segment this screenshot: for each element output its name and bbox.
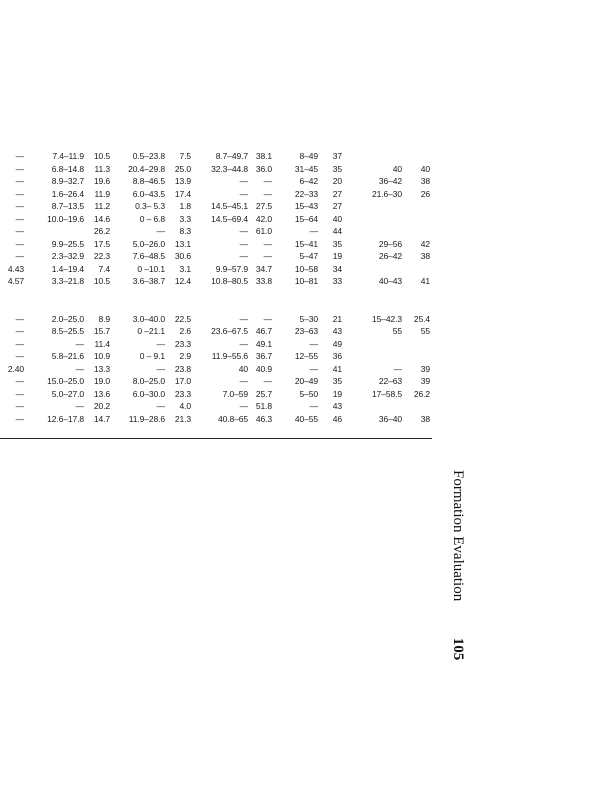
table-cell: 3.1	[179, 263, 191, 274]
table-cell: 36.0	[255, 163, 272, 174]
table-cell: 20.2	[93, 401, 110, 411]
table-row	[0, 313, 432, 326]
table-cell: —	[156, 338, 165, 349]
table-cell: 46.7	[255, 326, 272, 336]
table-cell: 2.9	[179, 351, 191, 361]
table-cell: 36.7	[255, 351, 272, 361]
table-cell: —	[239, 338, 248, 349]
table-cell: 7.4	[98, 263, 110, 274]
table-cell: 43	[332, 401, 342, 411]
table-cell: 42.0	[255, 213, 272, 224]
table-cell: —	[309, 338, 318, 349]
table-cell: 19	[332, 251, 342, 261]
table-cell: —	[75, 401, 84, 411]
table-cell: 2.0–25.0	[51, 313, 84, 324]
table-cell: 40	[392, 163, 402, 174]
table-cell: 13.3	[93, 363, 110, 374]
table-cell: 36–42	[378, 176, 402, 186]
table-cell: 13.6	[93, 388, 110, 399]
table-cell: 11.3	[94, 163, 110, 174]
table-cell: 2.40	[7, 363, 24, 374]
table-cell: 21.3	[174, 413, 191, 424]
table-row	[0, 250, 432, 263]
table-cell: —	[15, 413, 24, 424]
table-cell: —	[15, 226, 24, 236]
table-cell: —	[239, 238, 248, 249]
table-cell: —	[156, 401, 165, 411]
table-cell: 40	[332, 213, 342, 224]
table-row	[0, 200, 432, 213]
table-cell: 20	[332, 176, 342, 186]
table-cell: —	[15, 326, 24, 336]
table-cell: 55	[392, 326, 402, 336]
table-cell: —	[15, 313, 24, 324]
table-cell: —	[263, 176, 272, 186]
table-cell: 0 –21.1	[137, 326, 165, 336]
table-cell: 3.3	[179, 213, 191, 224]
table-cell: 10–58	[294, 263, 318, 274]
table-cell: —	[239, 188, 248, 199]
table-cell: 17–58.5	[371, 388, 402, 399]
table-cell: 15–42.3	[371, 313, 402, 324]
table-cell: 23.3	[174, 388, 191, 399]
table-cell: 7.0–59	[222, 388, 248, 399]
table-cell: 10.9	[93, 351, 110, 361]
table-cell: 14.7	[93, 413, 110, 424]
table-cell: 21.6–30	[371, 188, 402, 199]
table-cell: —	[156, 363, 165, 374]
table-cell: 38	[420, 176, 430, 186]
table-cell: 0 – 6.8	[139, 213, 165, 224]
table-cell: 8.3	[179, 226, 191, 236]
table-row	[0, 163, 432, 176]
table-cell: —	[15, 401, 24, 411]
table-cell: 27	[332, 188, 342, 199]
table-cell: 5–50	[299, 388, 318, 399]
table-cell: 0.3– 5.3	[135, 201, 165, 211]
table-cell: 32.3–44.8	[211, 163, 248, 174]
table-cell: 61.0	[255, 226, 272, 236]
table-cell: 5.0–27.0	[51, 388, 84, 399]
table-cell: 10.5	[93, 151, 110, 161]
table-cell: —	[309, 363, 318, 374]
table-cell: 14.5–69.4	[211, 213, 248, 224]
table-cell: 30.6	[174, 251, 191, 261]
table-cell: 26.2	[413, 388, 430, 399]
table-cell: 17.5	[93, 238, 110, 249]
table-cell: 19.6	[93, 176, 110, 186]
table-cell: 7.4–11.9	[52, 151, 84, 161]
table-cell: 8.5–25.5	[51, 326, 84, 336]
table-cell: —	[15, 188, 24, 199]
table-cell: 13.1	[174, 238, 191, 249]
data-table	[0, 150, 432, 425]
table-cell: 33.8	[255, 276, 272, 286]
table-cell: 7.5	[179, 151, 191, 161]
table-cell: 42	[420, 238, 430, 249]
table-row	[0, 413, 432, 426]
table-cell: 17.4	[174, 188, 191, 199]
table-cell: 21	[332, 313, 342, 324]
table-cell: 8–49	[299, 151, 318, 161]
table-cell: —	[15, 238, 24, 249]
table-cell: 5.0–26.0	[132, 238, 165, 249]
table-cell: 22–33	[294, 188, 318, 199]
table-row	[0, 150, 432, 163]
table-cell: 11.9–55.6	[211, 351, 248, 361]
table-cell: 40	[420, 163, 430, 174]
table-row	[0, 175, 432, 188]
table-cell: 26–42	[378, 251, 402, 261]
table-row	[0, 350, 432, 363]
table-cell: 55	[420, 326, 430, 336]
table-cell: —	[263, 376, 272, 386]
table-cell: 8.9–32.7	[51, 176, 84, 186]
table-cell: 27.5	[255, 201, 272, 211]
table-cell: 46.3	[255, 413, 272, 424]
table-cell: 41	[420, 276, 430, 286]
table-cell: —	[239, 313, 248, 324]
table-cell: 40–43	[378, 276, 402, 286]
table-row	[0, 388, 432, 401]
table-cell: 14.6	[93, 213, 110, 224]
table-cell: 8.7–49.7	[215, 151, 248, 161]
table-cell: 40–55	[294, 413, 318, 424]
table-cell: 12.4	[174, 276, 191, 286]
table-cell: 3.3–21.8	[51, 276, 84, 286]
table-cell: 5–47	[299, 251, 318, 261]
table-cell: —	[75, 338, 84, 349]
table-cell: 0.5–23.8	[132, 151, 165, 161]
table-cell: 11.4	[94, 338, 110, 349]
table-row	[0, 325, 432, 338]
table-cell: 26.2	[93, 226, 110, 236]
running-head-title: Formation Evaluation	[450, 470, 466, 602]
table-cell: 2.6	[179, 326, 191, 336]
table-cell: —	[239, 376, 248, 386]
table-cell: 39	[420, 363, 430, 374]
table-cell: —	[15, 201, 24, 211]
table-cell: —	[309, 401, 318, 411]
table-cell: 43	[332, 326, 342, 336]
table-cell: 34	[332, 263, 342, 274]
table-row	[0, 188, 432, 201]
table-cell: 15–64	[294, 213, 318, 224]
table-cell: —	[15, 176, 24, 186]
table-cell: 5.8–21.6	[51, 351, 84, 361]
table-cell: 13.9	[174, 176, 191, 186]
table-cell: 33	[332, 276, 342, 286]
table-cell: 37	[332, 151, 342, 161]
table-cell: —	[15, 351, 24, 361]
page-number: 105	[450, 637, 466, 661]
table-cell: 15.7	[93, 326, 110, 336]
table-cell: —	[15, 151, 24, 161]
table-cell: 40	[238, 363, 248, 374]
table-row	[0, 238, 432, 251]
table-cell: —	[239, 251, 248, 261]
table-cell: 49.1	[255, 338, 272, 349]
table-cell: 15.0–25.0	[47, 376, 84, 386]
table-cell: 10.0–19.6	[47, 213, 84, 224]
group-gap	[0, 288, 432, 313]
table-cell: 36	[332, 351, 342, 361]
table-cell: 15–43	[294, 201, 318, 211]
table-cell: —	[15, 163, 24, 174]
table-cell: 22–63	[378, 376, 402, 386]
table-cell: 25.7	[255, 388, 272, 399]
table-cell: 12.6–17.8	[47, 413, 84, 424]
table-cell: 39	[420, 376, 430, 386]
table-cell: 22.5	[174, 313, 191, 324]
table-cell: 25.0	[174, 163, 191, 174]
running-head	[448, 470, 468, 680]
table-cell: 0 –10.1	[137, 263, 165, 274]
table-row	[0, 375, 432, 388]
table-cell: 3.6–38.7	[132, 276, 165, 286]
table-bottom-rule	[0, 438, 432, 439]
table-cell: 23.6–67.5	[211, 326, 248, 336]
table-row	[0, 213, 432, 226]
table-cell: —	[15, 376, 24, 386]
table-row	[0, 263, 432, 276]
table-cell: —	[263, 188, 272, 199]
table-cell: 1.6–26.4	[51, 188, 84, 199]
table-cell: 6–42	[299, 176, 318, 186]
table-cell: 9.9–25.5	[51, 238, 84, 249]
table-cell: —	[239, 176, 248, 186]
table-cell: 29–56	[378, 238, 402, 249]
table-group-2	[0, 313, 432, 426]
table-cell: 6.0–43.5	[132, 188, 165, 199]
table-cell: 4.43	[7, 263, 24, 274]
table-row	[0, 225, 432, 238]
table-cell: 20.4–29.8	[128, 163, 165, 174]
table-cell: 20–49	[294, 376, 318, 386]
table-cell: 38.1	[255, 151, 272, 161]
table-cell: —	[15, 388, 24, 399]
table-cell: 23–63	[294, 326, 318, 336]
table-cell: 40.8–65	[217, 413, 248, 424]
table-cell: 46	[332, 413, 342, 424]
table-cell: 8.7–13.5	[51, 201, 84, 211]
table-cell: 27	[332, 201, 342, 211]
table-cell: —	[309, 226, 318, 236]
table-row	[0, 275, 432, 288]
table-cell: 49	[332, 338, 342, 349]
table-cell: 44	[332, 226, 342, 236]
table-cell: 11.9–28.6	[128, 413, 165, 424]
table-cell: 8.0–25.0	[132, 376, 165, 386]
table-cell: 0 – 9.1	[139, 351, 165, 361]
table-cell: —	[239, 401, 248, 411]
table-cell: 3.0–40.0	[132, 313, 165, 324]
table-cell: 23.8	[174, 363, 191, 374]
table-row	[0, 338, 432, 351]
table-cell: 4.0	[179, 401, 191, 411]
table-cell: 1.4–19.4	[51, 263, 84, 274]
table-cell: 10.8–80.5	[211, 276, 248, 286]
table-row	[0, 363, 432, 376]
table-cell: 36–40	[378, 413, 402, 424]
table-cell: 23.3	[174, 338, 191, 349]
table-cell: —	[393, 363, 402, 374]
table-cell: 1.8	[179, 201, 191, 211]
table-cell: —	[75, 363, 84, 374]
table-cell: 51.8	[255, 401, 272, 411]
table-cell: —	[15, 338, 24, 349]
table-cell: 22.3	[93, 251, 110, 261]
table-cell: —	[15, 251, 24, 261]
table-cell: 17.0	[174, 376, 191, 386]
table-cell: 10.5	[93, 276, 110, 286]
table-cell: 6.8–14.8	[51, 163, 84, 174]
table-cell: 35	[332, 376, 342, 386]
table-cell: 4.57	[7, 276, 24, 286]
table-cell: —	[263, 313, 272, 324]
table-row	[0, 400, 432, 413]
table-cell: 10–81	[294, 276, 318, 286]
table-cell: 11.2	[94, 201, 110, 211]
table-cell: —	[263, 238, 272, 249]
table-cell: 8.8–46.5	[132, 176, 165, 186]
table-cell: 38	[420, 413, 430, 424]
table-cell: 19	[332, 388, 342, 399]
table-cell: 15–41	[294, 238, 318, 249]
table-cell: 11.9	[94, 188, 110, 199]
table-cell: 40.9	[255, 363, 272, 374]
table-cell: 26	[420, 188, 430, 199]
table-cell: 2.3–32.9	[51, 251, 84, 261]
table-cell: 6.0–30.0	[132, 388, 165, 399]
table-cell: —	[15, 213, 24, 224]
table-cell: 38	[420, 251, 430, 261]
table-cell: —	[156, 226, 165, 236]
table-cell: 9.9–57.9	[215, 263, 248, 274]
table-cell: 14.5–45.1	[211, 201, 248, 211]
table-group-1	[0, 150, 432, 288]
table-cell: 25.4	[413, 313, 430, 324]
table-cell: 8.9	[98, 313, 110, 324]
table-cell: —	[239, 226, 248, 236]
table-cell: 5–30	[299, 313, 318, 324]
table-cell: —	[263, 251, 272, 261]
table-cell: 7.6–48.5	[132, 251, 165, 261]
table-cell: 41	[332, 363, 342, 374]
table-cell: 35	[332, 163, 342, 174]
table-cell: 12–55	[294, 351, 318, 361]
table-cell: 34.7	[255, 263, 272, 274]
table-cell: 35	[332, 238, 342, 249]
table-cell: 31–45	[294, 163, 318, 174]
table-cell: 19.0	[93, 376, 110, 386]
